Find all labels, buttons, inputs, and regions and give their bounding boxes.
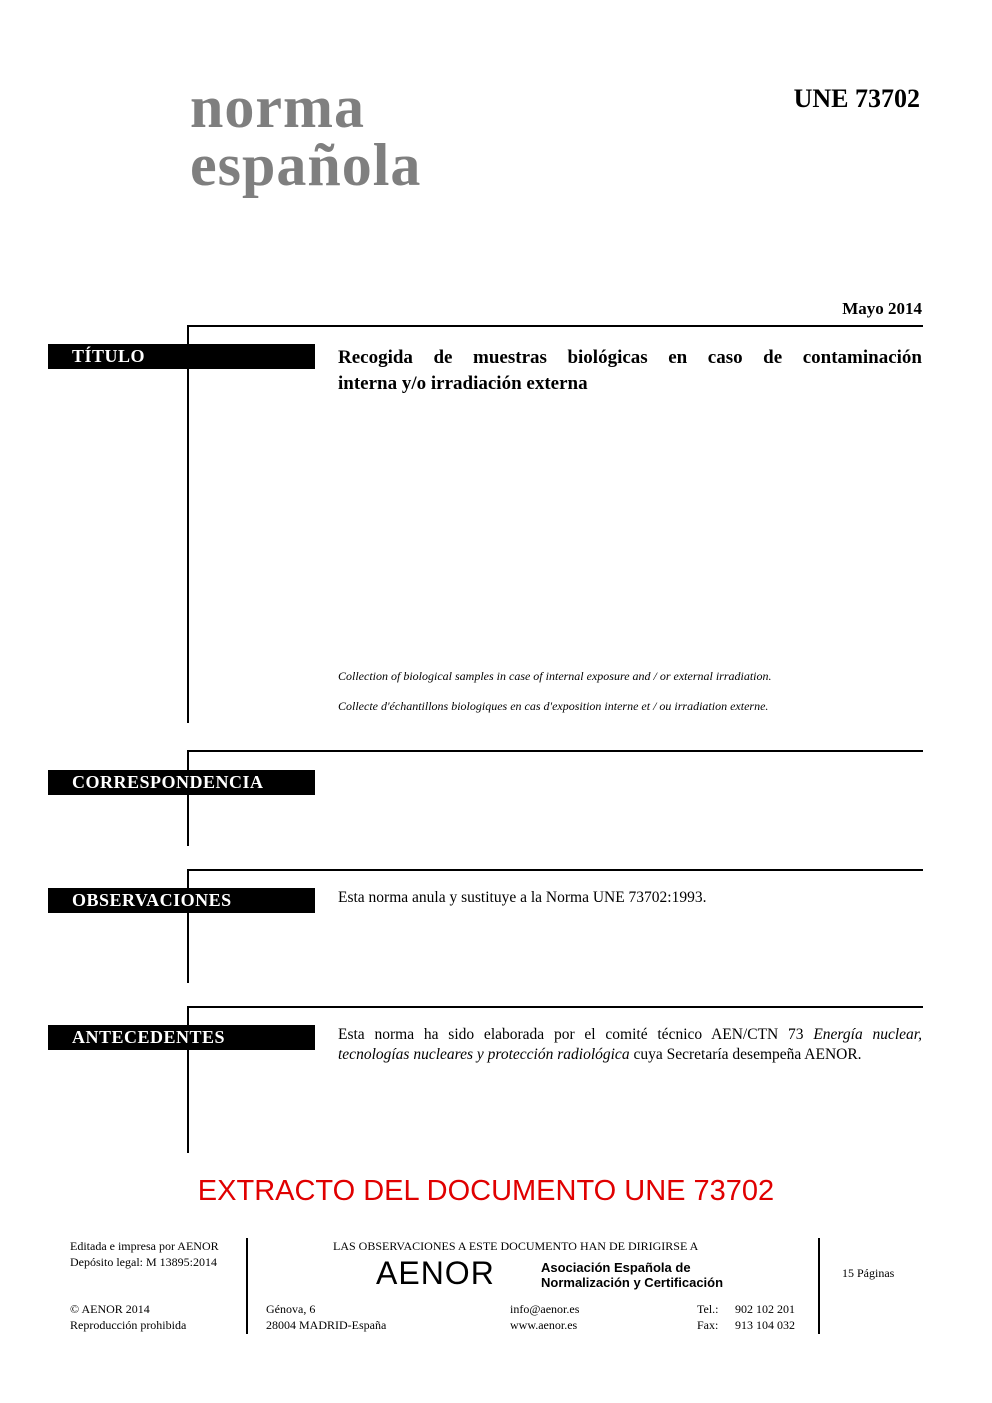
section-divider-correspondencia [187, 750, 923, 752]
email: info@aenor.es [510, 1302, 580, 1316]
section-divider-titulo [187, 325, 923, 327]
document-title-line-2: interna y/o irradiación externa [338, 373, 588, 394]
footer-divider-right [818, 1238, 820, 1334]
document-title-line-1: Recogida de muestras biológicas en caso de contaminación [338, 347, 922, 368]
footer-copyright-block [70, 1301, 186, 1333]
brand-line-1: norma [190, 74, 365, 140]
extract-watermark: EXTRACTO DEL DOCUMENTO UNE 73702 [197, 1175, 775, 1207]
section-vertical-rule-observaciones [187, 869, 189, 983]
footer-publisher-block [70, 1238, 219, 1270]
section-vertical-rule-correspondencia [187, 750, 189, 846]
aenor-logo: AENOR [376, 1255, 495, 1291]
publication-date: Mayo 2014 [842, 299, 922, 318]
footer-phone-values [735, 1301, 795, 1333]
section-label-antecedentes: ANTECEDENTES [48, 1025, 315, 1050]
section-divider-antecedentes [187, 1006, 923, 1008]
footer-address [266, 1301, 386, 1333]
section-vertical-rule-titulo [187, 325, 189, 723]
reproduction-notice: Reproducción prohibida [70, 1318, 187, 1332]
edited-by: Editada e impresa por AENOR [70, 1239, 219, 1253]
website: www.aenor.es [510, 1318, 578, 1332]
section-label-titulo: TÍTULO [48, 344, 315, 369]
footer-phone-labels [697, 1301, 719, 1333]
address-line-1: Génova, 6 [266, 1302, 316, 1316]
standard-code: UNE 73702 [793, 84, 920, 113]
fax-value: 913 104 032 [735, 1318, 795, 1332]
title-french: Collecte d'échantillons biologiques en cas d'exposition interne et / ou irradiation externe. [338, 699, 769, 713]
section-label-observaciones: OBSERVACIONES [48, 888, 315, 913]
committee-name-part-2: tecnologías nucleares y protección radiológica [338, 1046, 630, 1063]
page-count: 15 Páginas [842, 1266, 895, 1280]
copyright: © AENOR 2014 [70, 1302, 150, 1316]
fax-label: Fax: [697, 1318, 719, 1332]
aenor-org-name [541, 1260, 723, 1290]
section-divider-observaciones [187, 869, 923, 871]
tel-value: 902 102 201 [735, 1302, 795, 1316]
observations-notice: LAS OBSERVACIONES A ESTE DOCUMENTO HAN DE DIRIGIRSE A [333, 1239, 699, 1253]
tel-label: Tel.: [697, 1302, 719, 1316]
antecedentes-text [338, 1025, 922, 1065]
address-line-2: 28004 MADRID-España [266, 1318, 387, 1332]
brand-title [190, 74, 422, 198]
section-label-correspondencia: CORRESPONDENCIA [48, 770, 315, 795]
org-name-line-1: Asociación Española de [541, 1260, 691, 1275]
committee-name-part-1: Energía nuclear, [813, 1026, 922, 1043]
org-name-line-2: Normalización y Certificación [541, 1275, 724, 1290]
document-title [338, 345, 922, 397]
title-english: Collection of biological samples in case of internal exposure and / or external irradiation. [338, 669, 772, 683]
brand-line-2: española [190, 132, 422, 198]
footer-contact [510, 1301, 579, 1333]
footer-divider-left [246, 1238, 248, 1334]
legal-deposit: Depósito legal: M 13895:2014 [70, 1255, 217, 1269]
antecedentes-text-post: cuya Secretaría desempeña AENOR. [629, 1046, 862, 1063]
observaciones-text: Esta norma anula y sustituye a la Norma UNE 73702:1993. [338, 889, 707, 906]
antecedentes-text-pre: Esta norma ha sido elaborada por el comité técnico AEN/CTN 73 [338, 1026, 814, 1043]
